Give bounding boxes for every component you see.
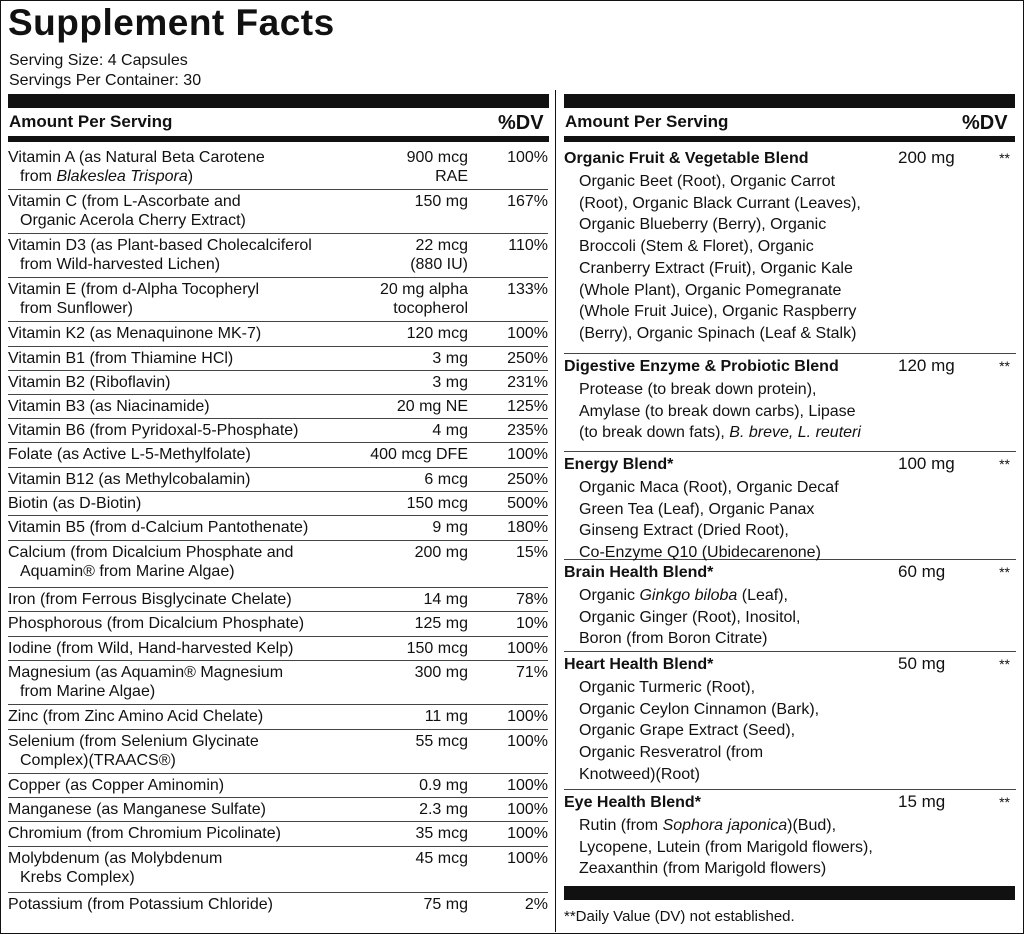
nutrient-name-line: Biotin (as D-Biotin) [8, 495, 142, 512]
ingredient-line [579, 628, 1009, 650]
blend-block [564, 652, 1016, 790]
blend-name: Heart Health Blend* [564, 656, 714, 673]
nutrient-amount [416, 732, 468, 751]
nutrient-amount [415, 543, 468, 562]
text-span: Lycopene, Lutein (from Marigold flowers), [579, 838, 873, 856]
nutrient-name [8, 349, 378, 368]
text-span: Organic Beet (Root), Organic Carrot [579, 173, 836, 190]
nutrient-dv: 133% [507, 281, 548, 298]
text-span: Organic [579, 587, 640, 604]
nutrient-name-line: Complex)(TRAACS®) [20, 752, 176, 769]
text-span: (Root), Organic Black Currant (Leaves), [579, 194, 861, 212]
left-amount-header: Amount Per Serving [9, 112, 173, 131]
nutrient-name-line: from Marine Algae) [20, 683, 156, 700]
nutrient-row [8, 705, 548, 730]
nutrient-name [8, 849, 378, 887]
nutrient-row [8, 347, 548, 371]
amount-line: 150 mcg [406, 495, 468, 512]
label-title: Supplement Facts [8, 2, 335, 43]
nutrient-name-line: Vitamin B3 (as Niacinamide) [8, 398, 210, 415]
italic-span: Blakeslea Trispora [56, 168, 188, 185]
nutrient-row [8, 371, 548, 395]
text-span: Cranberry Extract (Fruit), Organic Kale [579, 259, 853, 277]
ingredient-line [579, 258, 1009, 280]
text-span: Organic Grape Extract (Seed), [579, 722, 796, 740]
nutrient-name [8, 470, 378, 489]
nutrient-dv: 231% [507, 374, 548, 391]
nutrient-name [8, 614, 378, 633]
nutrient-dv: 100% [507, 825, 548, 842]
right-dv-header: %DV [962, 112, 1008, 134]
ingredient-line [579, 720, 1009, 742]
text-span: (Berry), Organic Spinach (Leaf & Stalk) [579, 324, 857, 342]
nutrient-row [8, 468, 548, 492]
nutrient-row [8, 588, 548, 612]
nutrient-name [8, 236, 378, 274]
ingredient-line [579, 323, 1009, 345]
left-dv-header: %DV [498, 112, 544, 134]
nutrient-dv: 100% [507, 733, 548, 750]
blend-ingredients [579, 171, 1009, 345]
nutrient-name-line [8, 167, 378, 186]
amount-line: (880 IU) [410, 256, 468, 273]
footnote-divider [564, 886, 1015, 900]
blend-name: Energy Blend* [564, 456, 674, 473]
ingredient-line [579, 837, 1009, 859]
nutrient-name-line: Vitamin B2 (Riboflavin) [8, 374, 171, 391]
nutrient-name-line: Krebs Complex) [20, 869, 135, 886]
left-thick-divider [8, 94, 549, 108]
column-divider [555, 90, 556, 932]
amount-line: 14 mg [423, 591, 468, 608]
serving-size: Serving Size: 4 Capsules [9, 52, 188, 69]
nutrient-row [8, 822, 548, 847]
nutrient-name-line: Vitamin C (from L-Ascorbate and [8, 193, 241, 210]
amount-line: 9 mg [432, 519, 468, 536]
blend-dv: ** [999, 656, 1010, 672]
amount-line: 150 mg [414, 193, 468, 210]
blend-ingredients [579, 477, 1009, 564]
amount-line: 150 mcg [406, 640, 468, 657]
italic-span: B. breve, L. reuteri [729, 424, 861, 442]
blend-ingredients [579, 379, 1009, 444]
amount-line: 35 mcg [415, 825, 468, 842]
amount-line: 22 mcg [415, 237, 468, 254]
nutrient-name [8, 421, 378, 440]
blend-amount: 50 mg [898, 654, 946, 673]
ingredient-line [579, 477, 1009, 499]
nutrient-amount [397, 397, 468, 416]
nutrient-name-line: Phosphorous (from Dicalcium Phosphate) [8, 615, 305, 632]
nutrient-name-line: Manganese (as Manganese Sulfate) [8, 801, 266, 818]
nutrient-row [8, 661, 548, 705]
nutrient-dv: 100% [507, 801, 548, 818]
nutrient-name-line: from Wild-harvested Lichen) [20, 256, 221, 273]
text-span: from [20, 168, 57, 185]
nutrient-dv: 100% [507, 149, 548, 166]
text-span: Rutin (from [579, 817, 663, 834]
amount-line: 45 mcg [415, 850, 468, 867]
nutrient-name-line: Vitamin B5 (from d-Calcium Pantothenate) [8, 519, 309, 536]
nutrient-dv: 78% [515, 591, 548, 608]
nutrient-name [8, 397, 378, 416]
nutrient-amount [425, 707, 468, 726]
ingredient-line [579, 764, 1009, 786]
nutrient-amount [419, 800, 468, 819]
nutrient-amount [419, 776, 468, 795]
amount-line: 6 mcg [424, 471, 468, 488]
nutrient-name-line: Vitamin B1 (from Thiamine HCl) [8, 350, 234, 367]
nutrient-name [8, 824, 378, 843]
nutrient-name-line: Vitamin A (as Natural Beta Carotene [8, 149, 265, 166]
text-span: Organic Ginger (Root), Inositol, [579, 608, 801, 626]
nutrient-amount [415, 192, 468, 211]
ingredient-line [579, 499, 1009, 521]
text-span: Green Tea (Leaf), Organic Panax [579, 500, 815, 518]
blend-block [564, 560, 1016, 652]
text-span: Organic Ceylon Cinnamon (Bark), [579, 700, 820, 718]
nutrient-name [8, 494, 378, 513]
nutrient-name [8, 445, 378, 464]
nutrient-name [8, 707, 378, 726]
nutrient-dv: 250% [507, 350, 548, 367]
nutrient-name [8, 324, 378, 343]
right-amount-header: Amount Per Serving [565, 112, 729, 131]
blend-dv: ** [999, 564, 1010, 580]
ingredient-line [579, 858, 1009, 880]
ingredient-line [579, 422, 1009, 444]
nutrient-row [8, 893, 548, 916]
blend-dv: ** [999, 456, 1010, 472]
nutrient-amount [416, 849, 468, 868]
nutrient-row [8, 190, 548, 234]
amount-line: 200 mg [414, 544, 468, 561]
amount-line: 120 mcg [406, 325, 468, 342]
nutrient-dv: 100% [507, 325, 548, 342]
nutrient-name [8, 800, 378, 819]
nutrient-row [8, 847, 548, 893]
right-thick-divider [564, 94, 1015, 108]
blend-block [564, 790, 1016, 880]
text-span: Organic Blueberry (Berry), Organic [579, 216, 827, 234]
blend-ingredients [579, 815, 1009, 880]
ingredient-line [579, 236, 1009, 258]
nutrient-row [8, 234, 548, 278]
nutrient-dv: 235% [507, 422, 548, 439]
blend-block [564, 150, 1016, 354]
blend-block [564, 354, 1016, 452]
amount-line: 55 mcg [415, 733, 468, 750]
nutrient-amount [407, 148, 468, 186]
text-span: (Whole Fruit Juice), Organic Raspberry [579, 303, 857, 321]
nutrient-row [8, 278, 548, 322]
blend-dv: ** [999, 794, 1010, 810]
ingredient-line [579, 815, 1009, 837]
nutrient-row [8, 492, 548, 516]
amount-line: 2.3 mg [419, 801, 468, 818]
nutrient-name-line: Vitamin D3 (as Plant-based Cholecalciferol [8, 237, 312, 254]
blend-list [564, 150, 1016, 880]
blend-amount: 15 mg [898, 792, 946, 811]
nutrient-amount [424, 470, 468, 489]
nutrient-name-line: Calcium (from Dicalcium Phosphate and [8, 544, 294, 561]
nutrient-dv: 2% [524, 896, 548, 913]
text-span: Ginseng Extract (Dried Root), [579, 522, 789, 540]
nutrient-dv: 10% [515, 615, 548, 632]
nutrient-amount [432, 373, 468, 392]
nutrient-name [8, 373, 378, 392]
blend-name: Eye Health Blend* [564, 794, 701, 811]
nutrient-name [8, 590, 378, 609]
nutrient-row [8, 612, 548, 637]
text-span: (Leaf), [737, 587, 788, 604]
blend-name: Digestive Enzyme & Probiotic Blend [564, 358, 839, 375]
ingredient-line [579, 193, 1009, 215]
italic-span: Sophora japonica [662, 817, 788, 834]
amount-line: RAE [435, 168, 468, 185]
text-span: (Whole Plant), Organic Pomegranate [579, 281, 842, 299]
amount-line: 11 mg [424, 708, 468, 725]
amount-line: 3 mg [432, 374, 468, 391]
amount-line: tocopherol [393, 300, 468, 317]
nutrient-row [8, 516, 548, 541]
ingredient-line [579, 171, 1009, 193]
nutrient-amount [432, 518, 468, 537]
nutrient-name-line: Iron (from Ferrous Bisglycinate Chelate) [8, 591, 292, 608]
nutrient-name-line: Vitamin B12 (as Methylcobalamin) [8, 471, 251, 488]
text-span: Co-Enzyme Q10 (Ubidecarenone) [579, 544, 821, 562]
nutrient-amount [407, 639, 468, 658]
ingredient-line [579, 699, 1009, 721]
nutrient-name-line: Magnesium (as Aquamin® Magnesium [8, 664, 284, 681]
nutrient-amount [432, 421, 468, 440]
ingredient-line [579, 214, 1009, 236]
text-span: Organic Resveratrol (from [579, 744, 764, 762]
ingredient-line [579, 677, 1009, 699]
blend-ingredients [579, 677, 1009, 786]
nutrient-row [8, 774, 548, 798]
nutrient-dv: 167% [507, 193, 548, 210]
ingredient-line [579, 607, 1009, 629]
nutrient-name-line: Vitamin K2 (as Menaquinone MK-7) [8, 325, 262, 342]
nutrient-name [8, 518, 378, 537]
amount-line: 400 mcg DFE [370, 446, 468, 463]
ingredient-line [579, 585, 1009, 607]
amount-line: 20 mg NE [396, 398, 468, 415]
nutrient-dv: 100% [507, 446, 548, 463]
text-span: Boron (from Boron Citrate) [579, 630, 768, 648]
nutrient-name-line: Copper (as Copper Aminomin) [8, 777, 225, 794]
text-span: ) [187, 168, 194, 185]
nutrient-name-line: Potassium (from Potassium Chloride) [8, 896, 273, 913]
nutrient-name-line: Selenium (from Selenium Glycinate [8, 733, 259, 750]
amount-line: 300 mg [414, 664, 468, 681]
nutrient-row [8, 395, 548, 419]
nutrient-amount [416, 824, 468, 843]
nutrient-dv: 110% [508, 237, 548, 254]
text-span: Amylase (to break down carbs), Lipase [579, 402, 856, 420]
text-span: (to break down fats), [579, 424, 730, 442]
left-header-rule [8, 136, 549, 142]
nutrient-amount [424, 590, 468, 609]
nutrient-amount [407, 494, 468, 513]
ingredient-line [579, 301, 1009, 323]
nutrient-name-line: Organic Acerola Cherry Extract) [20, 212, 246, 229]
amount-line: 900 mcg [406, 149, 468, 166]
blend-dv: ** [999, 358, 1010, 374]
text-span: Broccoli (Stem & Floret), Organic [579, 238, 814, 256]
nutrient-name-line: Vitamin B6 (from Pyridoxal-5-Phosphate) [8, 422, 299, 439]
nutrient-name-line: Folate (as Active L-5-Methylfolate) [8, 446, 251, 463]
nutrient-row [8, 730, 548, 774]
nutrient-amount [415, 663, 468, 682]
blend-amount: 200 mg [898, 148, 955, 167]
nutrient-dv: 100% [507, 640, 548, 657]
nutrient-row [8, 541, 548, 588]
nutrient-dv: 125% [507, 398, 548, 415]
ingredient-line [579, 520, 1009, 542]
nutrient-name [8, 663, 378, 701]
nutrient-row [8, 443, 548, 468]
nutrient-amount [380, 280, 468, 318]
blend-amount: 100 mg [898, 454, 955, 473]
nutrient-amount [415, 614, 468, 633]
amount-line: 125 mg [414, 615, 468, 632]
nutrient-name [8, 639, 378, 658]
nutrient-name-line: from Sunflower) [20, 300, 133, 317]
nutrient-dv: 500% [507, 495, 548, 512]
amount-line: 0.9 mg [419, 777, 468, 794]
nutrient-row [8, 419, 548, 443]
nutrient-name-line: Molybdenum (as Molybdenum [8, 850, 223, 867]
right-header-rule [564, 136, 1015, 142]
nutrient-amount [424, 895, 468, 914]
blend-block [564, 452, 1016, 560]
nutrient-dv: 15% [515, 544, 548, 561]
amount-line: 75 mg [423, 896, 468, 913]
ingredient-line [579, 401, 1009, 423]
nutrient-row [8, 322, 548, 347]
nutrient-name-line: Chromium (from Chromium Picolinate) [8, 825, 281, 842]
amount-line: 3 mg [432, 350, 468, 367]
nutrient-amount [410, 236, 468, 274]
nutrient-dv: 180% [507, 519, 548, 536]
nutrient-name [8, 895, 378, 914]
blend-ingredients [579, 585, 1009, 650]
nutrient-row [8, 146, 548, 190]
text-span: )(Bud), [787, 817, 837, 834]
italic-span: Ginkgo biloba [639, 587, 738, 604]
nutrient-amount [432, 349, 468, 368]
nutrient-dv: 100% [507, 708, 548, 725]
blend-name: Organic Fruit & Vegetable Blend [564, 150, 809, 167]
nutrient-table [8, 146, 548, 916]
nutrient-name-line: Aquamin® from Marine Algae) [20, 563, 235, 580]
nutrient-name-line: Vitamin E (from d-Alpha Tocopheryl [8, 281, 260, 298]
nutrient-name [8, 732, 378, 770]
text-span: Organic Turmeric (Root), [579, 679, 756, 696]
footnote: **Daily Value (DV) not established. [564, 908, 795, 925]
blend-amount: 120 mg [898, 356, 955, 375]
amount-line: 4 mg [432, 422, 468, 439]
text-span: Protease (to break down protein), [579, 381, 817, 398]
text-span: Organic Maca (Root), Organic Decaf [579, 479, 839, 496]
amount-line: 20 mg alpha [379, 281, 468, 298]
nutrient-name [8, 280, 378, 318]
servings-per-container: Servings Per Container: 30 [9, 72, 202, 89]
nutrient-row [8, 798, 548, 822]
ingredient-line [579, 379, 1009, 401]
nutrient-name-line: Zinc (from Zinc Amino Acid Chelate) [8, 708, 264, 725]
nutrient-name [8, 543, 378, 581]
ingredient-line [579, 742, 1009, 764]
text-span: Knotweed)(Root) [579, 765, 700, 783]
nutrient-name [8, 776, 378, 795]
nutrient-dv: 250% [507, 471, 548, 488]
nutrient-amount [370, 445, 468, 464]
nutrient-amount [407, 324, 468, 343]
blend-name: Brain Health Blend* [564, 564, 714, 581]
text-span: Zeaxanthin (from Marigold flowers) [579, 860, 827, 878]
nutrient-name-line: Iodine (from Wild, Hand-harvested Kelp) [8, 640, 294, 657]
nutrient-dv: 71% [515, 664, 548, 681]
nutrient-row [8, 637, 548, 661]
blend-amount: 60 mg [898, 562, 946, 581]
blend-dv: ** [999, 150, 1010, 166]
ingredient-line [579, 280, 1009, 302]
nutrient-dv: 100% [507, 850, 548, 867]
nutrient-name [8, 192, 378, 230]
nutrient-dv: 100% [507, 777, 548, 794]
nutrient-name [8, 148, 378, 186]
